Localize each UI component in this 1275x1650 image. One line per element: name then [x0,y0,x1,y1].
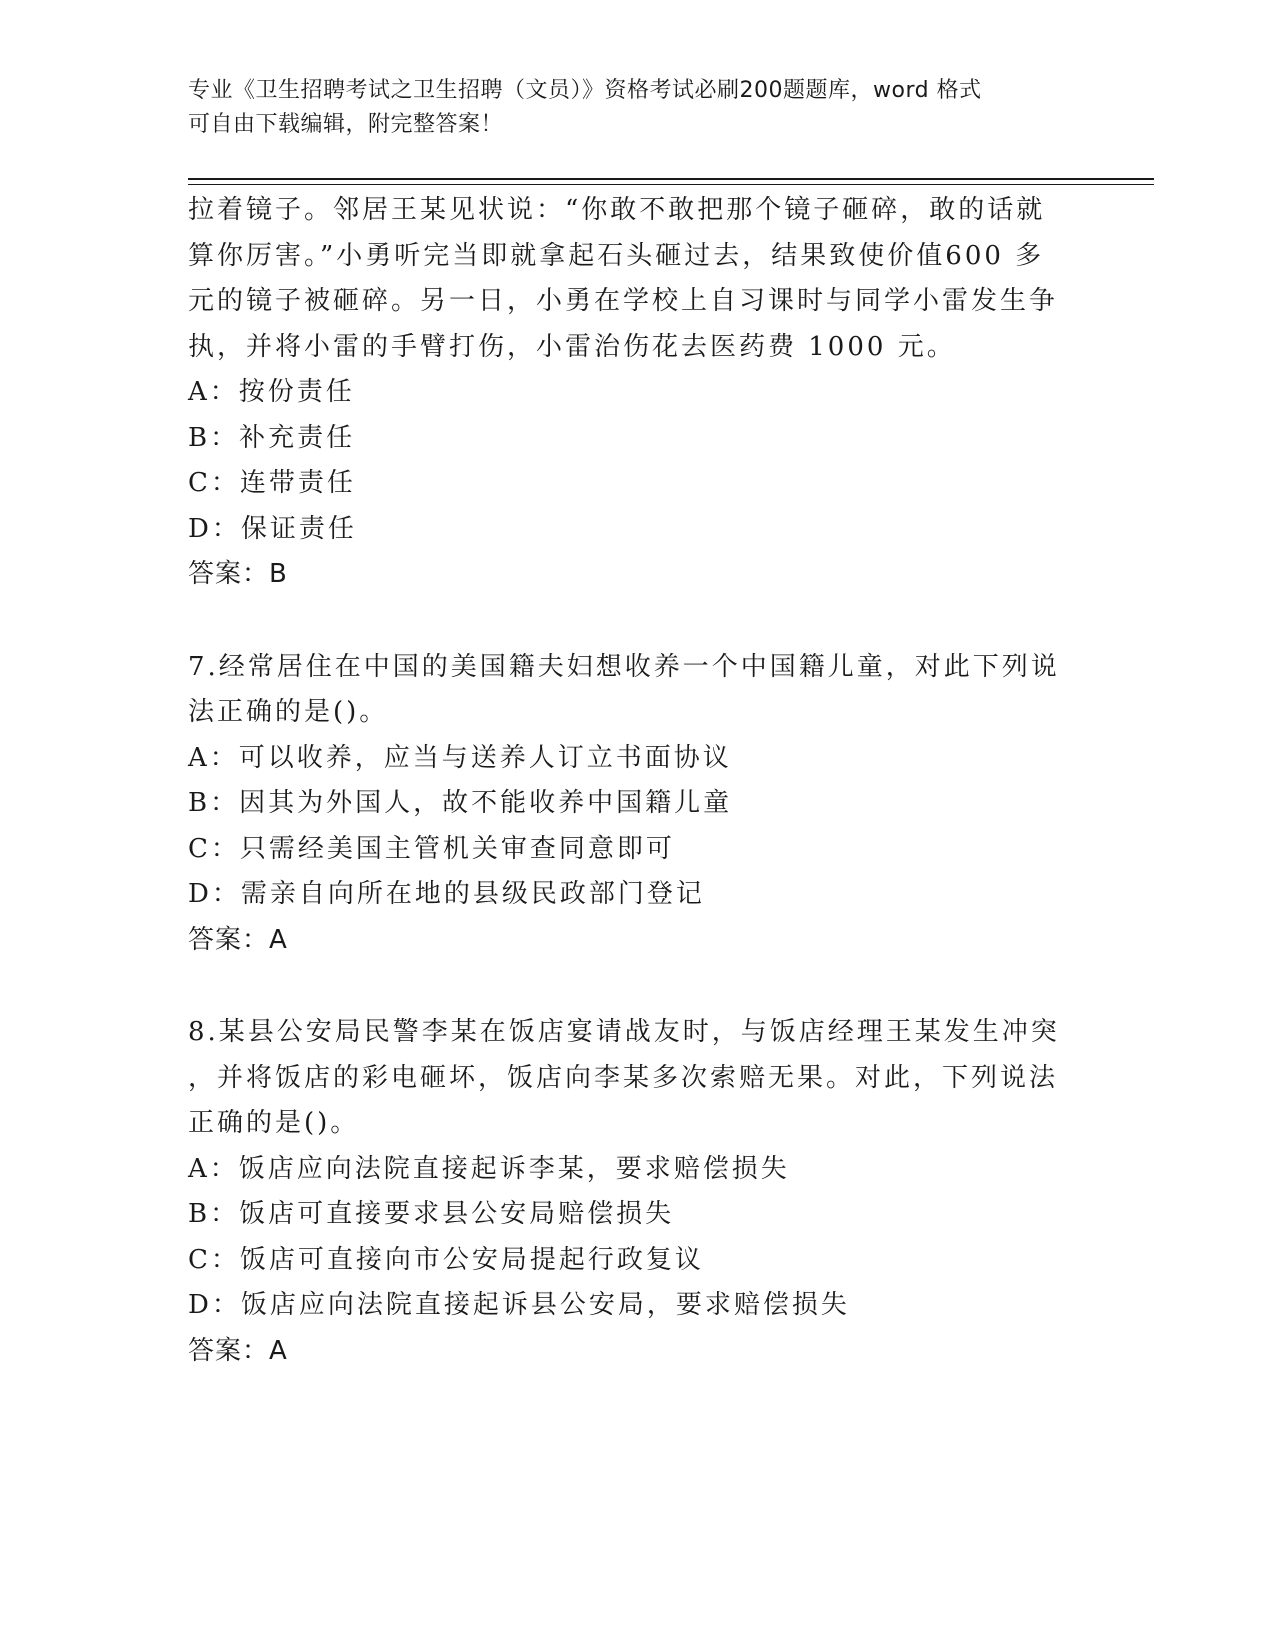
option-b: B：因其为外国人，故不能收养中国籍儿童 [188,788,733,818]
option-a: A：可以收养，应当与送养人订立书面协议 [188,742,732,773]
question-stem-line: 正确的是()。 [188,1108,360,1138]
question-stem-line: ，并将饭店的彩电砸坏，饭店向李某多次索赔无果。对此，下列说法 [188,1062,1059,1093]
option-a: A：饭店应向法院直接起诉李某，要求赔偿损失 [188,1153,790,1184]
question-stem-line: 元的镜子被砸碎。另一日，小勇在学校上自习课时与同学小雷发生争 [188,286,1059,316]
question-stem-line: 7.经常居住在中国的美国籍夫妇想收养一个中国籍儿童，对此下列说 [188,651,1060,682]
option-d: D：需亲自向所在地的县级民政部门登记 [188,879,705,909]
question-stem-line: 算你厉害。”小勇听完当即就拿起石头砸过去，结果致使价值600 多 [188,240,1045,271]
page-header [188,74,1068,142]
question-7 [188,645,1068,964]
header-divider-thin [188,184,1154,185]
header-divider-thick [188,178,1154,180]
question-stem-line: 法正确的是()。 [188,697,389,727]
question-stem-line: 执，并将小雷的手臂打伤，小雷治伤花去医药费 1000 元。 [188,331,956,362]
question-stem-line: 8.某县公安局民警李某在饭店宴请战友时，与饭店经理王某发生冲突 [188,1017,1060,1047]
option-a: A：按份责任 [188,377,355,407]
question-spacer [188,598,1068,645]
header-title-line-2: 可自由下载编辑，附完整答案！ [188,112,504,137]
option-b: B：饭店可直接要求县公安局赔偿损失 [188,1199,675,1229]
header-title-line-1: 专业《卫生招聘考试之卫生招聘（文员）》资格考试必刷200题题库，word 格式 [188,78,982,103]
answer-line: 答案：A [188,1335,288,1366]
answer-line: 答案：B [188,559,288,589]
option-b: B：补充责任 [188,422,356,453]
option-c: C：只需经美国主管机关审查同意即可 [188,833,675,864]
option-c: C：连带责任 [188,468,356,498]
option-d: D：保证责任 [188,513,357,544]
option-d: D：饭店应向法院直接起诉县公安局，要求赔偿损失 [188,1290,850,1320]
question-stem-line: 拉着镜子。邻居王某见状说：“你敢不敢把那个镜子砸碎，敢的话就 [188,195,1046,225]
question-spacer [188,963,1068,1010]
answer-line: 答案：A [188,924,288,955]
document-body [188,188,1068,1374]
question-6 [188,188,1068,598]
question-8 [188,1010,1068,1374]
option-c: C：饭店可直接向市公安局提起行政复议 [188,1244,704,1275]
